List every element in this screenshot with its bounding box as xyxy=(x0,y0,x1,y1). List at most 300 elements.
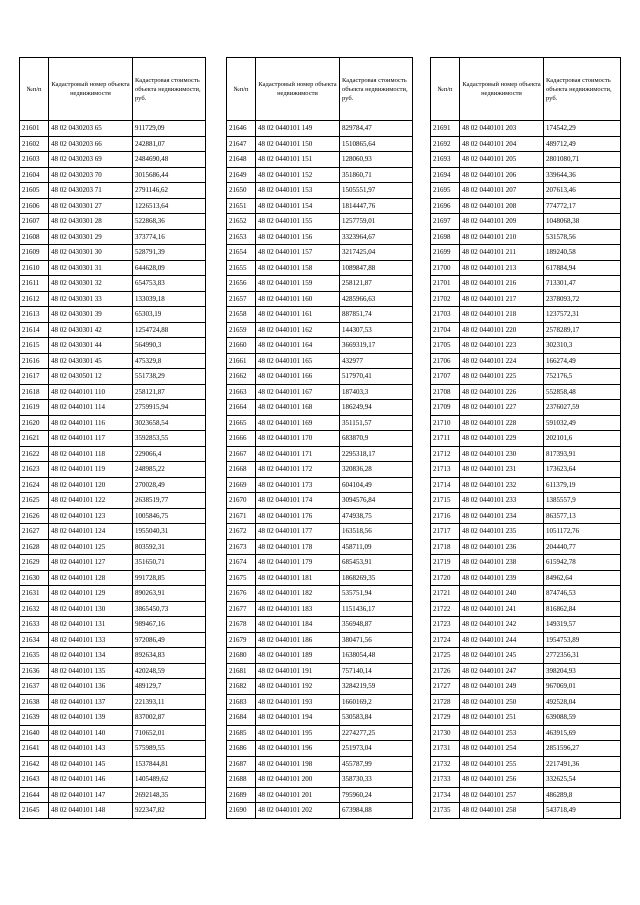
cadastral-value-cell: 398204,93 xyxy=(544,663,621,679)
table-row xyxy=(20,214,206,230)
table-row xyxy=(20,725,206,741)
table-row xyxy=(431,214,621,230)
header-cadastral-value: Кадастровая стоимость объекта недвижимости, руб. xyxy=(340,58,413,121)
table-row xyxy=(20,477,206,493)
row-number-cell: 21637 xyxy=(20,679,49,695)
cadastral-number-cell: 48 02 0440101 173 xyxy=(256,477,340,493)
row-number-cell: 21680 xyxy=(227,648,256,664)
cadastral-number-cell: 48 02 0440101 229 xyxy=(460,431,544,447)
cadastral-number-cell: 48 02 0440101 158 xyxy=(256,260,340,276)
cadastral-value-cell: 173623,64 xyxy=(544,462,621,478)
cadastral-value-cell: 1151436,17 xyxy=(340,601,413,617)
table-row xyxy=(20,493,206,509)
cadastral-value-cell: 204440,77 xyxy=(544,539,621,555)
cadastral-value-cell: 320836,28 xyxy=(340,462,413,478)
row-number-cell: 21611 xyxy=(20,276,49,292)
cadastral-value-cell: 911729,09 xyxy=(133,121,206,137)
cadastral-value-cell: 654753,83 xyxy=(133,276,206,292)
cadastral-number-cell: 48 02 0430301 30 xyxy=(49,245,133,261)
cadastral-value-cell: 332625,54 xyxy=(544,772,621,788)
row-number-cell: 21708 xyxy=(431,384,460,400)
cadastral-value-cell: 351650,71 xyxy=(133,555,206,571)
row-number-cell: 21688 xyxy=(227,772,256,788)
table-row xyxy=(20,353,206,369)
cadastral-number-cell: 48 02 0440101 154 xyxy=(256,198,340,214)
row-number-cell: 21654 xyxy=(227,245,256,261)
cadastral-value-cell: 3094576,84 xyxy=(340,493,413,509)
cadastral-number-cell: 48 02 0440101 123 xyxy=(49,508,133,524)
row-number-cell: 21683 xyxy=(227,694,256,710)
cadastral-value-cell: 887851,74 xyxy=(340,307,413,323)
cadastral-number-cell: 48 02 0440101 116 xyxy=(49,415,133,431)
cadastral-number-cell: 48 02 0430301 29 xyxy=(49,229,133,245)
table-row xyxy=(20,291,206,307)
cadastral-table-2 xyxy=(226,57,413,819)
cadastral-value-cell: 258121,87 xyxy=(133,384,206,400)
cadastral-number-cell: 48 02 0440101 181 xyxy=(256,570,340,586)
cadastral-number-cell: 48 02 0440101 129 xyxy=(49,586,133,602)
cadastral-value-cell: 531578,56 xyxy=(544,229,621,245)
cadastral-value-cell: 492528,04 xyxy=(544,694,621,710)
table-row xyxy=(431,462,621,478)
cadastral-number-cell: 48 02 0430203 71 xyxy=(49,183,133,199)
table-row xyxy=(20,446,206,462)
cadastral-value-cell: 2376027,59 xyxy=(544,400,621,416)
table-row xyxy=(20,601,206,617)
cadastral-value-cell: 3323964,67 xyxy=(340,229,413,245)
cadastral-number-cell: 48 02 0440101 170 xyxy=(256,431,340,447)
cadastral-number-cell: 48 02 0440101 200 xyxy=(256,772,340,788)
cadastral-value-cell: 351151,57 xyxy=(340,415,413,431)
row-number-cell: 21701 xyxy=(431,276,460,292)
cadastral-number-cell: 48 02 0440101 174 xyxy=(256,493,340,509)
row-number-cell: 21629 xyxy=(20,555,49,571)
cadastral-number-cell: 48 02 0440101 228 xyxy=(460,415,544,431)
cadastral-number-cell: 48 02 0440101 191 xyxy=(256,663,340,679)
cadastral-number-cell: 48 02 0440101 153 xyxy=(256,183,340,199)
cadastral-number-cell: 48 02 0440101 150 xyxy=(256,136,340,152)
cadastral-value-cell: 795960,24 xyxy=(340,787,413,803)
cadastral-value-cell: 187403,3 xyxy=(340,384,413,400)
cadastral-number-cell: 48 02 0440101 124 xyxy=(49,524,133,540)
table-row xyxy=(227,400,413,416)
cadastral-number-cell: 48 02 0430301 45 xyxy=(49,353,133,369)
cadastral-number-cell: 48 02 0440101 226 xyxy=(460,384,544,400)
table-row xyxy=(431,617,621,633)
table-row xyxy=(227,229,413,245)
cadastral-number-cell: 48 02 0440101 169 xyxy=(256,415,340,431)
header-cadastral-number: Кадастровый номер объекта недвижимости xyxy=(460,58,544,121)
table-row xyxy=(20,694,206,710)
table-row xyxy=(227,679,413,695)
cadastral-value-cell: 1955040,31 xyxy=(133,524,206,540)
table-row xyxy=(20,741,206,757)
cadastral-value-cell: 186249,94 xyxy=(340,400,413,416)
cadastral-number-cell: 48 02 0430203 65 xyxy=(49,121,133,137)
cadastral-number-cell: 48 02 0440101 120 xyxy=(49,477,133,493)
table-row xyxy=(431,555,621,571)
table-row xyxy=(431,477,621,493)
cadastral-value-cell: 837002,87 xyxy=(133,710,206,726)
row-number-cell: 21609 xyxy=(20,245,49,261)
cadastral-number-cell: 48 02 0440101 198 xyxy=(256,756,340,772)
table-row xyxy=(227,772,413,788)
cadastral-number-cell: 48 02 0440101 220 xyxy=(460,322,544,338)
row-number-cell: 21684 xyxy=(227,710,256,726)
table-row xyxy=(227,276,413,292)
row-number-cell: 21707 xyxy=(431,369,460,385)
cadastral-number-cell: 48 02 0440101 247 xyxy=(460,663,544,679)
row-number-cell: 21669 xyxy=(227,477,256,493)
table-row xyxy=(227,570,413,586)
row-number-cell: 21620 xyxy=(20,415,49,431)
row-number-cell: 21618 xyxy=(20,384,49,400)
row-number-cell: 21697 xyxy=(431,214,460,230)
cadastral-value-cell: 84962,64 xyxy=(544,570,621,586)
row-number-cell: 21711 xyxy=(431,431,460,447)
cadastral-value-cell: 248985,22 xyxy=(133,462,206,478)
cadastral-number-cell: 48 02 0440101 130 xyxy=(49,601,133,617)
cadastral-number-cell: 48 02 0440101 125 xyxy=(49,539,133,555)
row-number-cell: 21705 xyxy=(431,338,460,354)
cadastral-number-cell: 48 02 0440101 223 xyxy=(460,338,544,354)
row-number-cell: 21627 xyxy=(20,524,49,540)
table-row xyxy=(431,632,621,648)
cadastral-number-cell: 48 02 0440101 256 xyxy=(460,772,544,788)
table-row xyxy=(227,477,413,493)
cadastral-number-cell: 48 02 0440101 117 xyxy=(49,431,133,447)
table-row xyxy=(20,198,206,214)
table-row xyxy=(20,307,206,323)
table-row xyxy=(20,431,206,447)
row-number-cell: 21643 xyxy=(20,772,49,788)
table-row xyxy=(431,121,621,137)
row-number-cell: 21601 xyxy=(20,121,49,137)
cadastral-number-cell: 48 02 0440101 225 xyxy=(460,369,544,385)
row-number-cell: 21675 xyxy=(227,570,256,586)
table-row xyxy=(431,291,621,307)
cadastral-number-cell: 48 02 0440101 135 xyxy=(49,663,133,679)
table-row xyxy=(431,787,621,803)
table-row xyxy=(227,431,413,447)
cadastral-value-cell: 528791,39 xyxy=(133,245,206,261)
cadastral-value-cell: 890263,91 xyxy=(133,586,206,602)
table-row xyxy=(227,508,413,524)
cadastral-value-cell: 1048068,38 xyxy=(544,214,621,230)
cadastral-value-cell: 3023658,54 xyxy=(133,415,206,431)
table-header-row xyxy=(431,58,621,121)
row-number-cell: 21727 xyxy=(431,679,460,695)
row-number-cell: 21674 xyxy=(227,555,256,571)
cadastral-number-cell: 48 02 0440101 244 xyxy=(460,632,544,648)
row-number-cell: 21633 xyxy=(20,617,49,633)
cadastral-number-cell: 48 02 0440101 162 xyxy=(256,322,340,338)
row-number-cell: 21607 xyxy=(20,214,49,230)
cadastral-value-cell: 1254724,88 xyxy=(133,322,206,338)
table-row xyxy=(227,586,413,602)
table-row xyxy=(431,167,621,183)
cadastral-number-cell: 48 02 0440101 147 xyxy=(49,787,133,803)
table-row xyxy=(20,663,206,679)
cadastral-value-cell: 2638519,77 xyxy=(133,493,206,509)
cadastral-number-cell: 48 02 0440101 110 xyxy=(49,384,133,400)
cadastral-number-cell: 48 02 0440101 234 xyxy=(460,508,544,524)
cadastral-number-cell: 48 02 0440101 208 xyxy=(460,198,544,214)
cadastral-value-cell: 1660169,2 xyxy=(340,694,413,710)
cadastral-value-cell: 922347,82 xyxy=(133,803,206,819)
row-number-cell: 21698 xyxy=(431,229,460,245)
row-number-cell: 21630 xyxy=(20,570,49,586)
row-number-cell: 21646 xyxy=(227,121,256,137)
cadastral-number-cell: 48 02 0440101 151 xyxy=(256,152,340,168)
cadastral-value-cell: 1237572,31 xyxy=(544,307,621,323)
row-number-cell: 21731 xyxy=(431,741,460,757)
row-number-cell: 21678 xyxy=(227,617,256,633)
table-row xyxy=(227,198,413,214)
row-number-cell: 21625 xyxy=(20,493,49,509)
row-number-cell: 21695 xyxy=(431,183,460,199)
row-number-cell: 21700 xyxy=(431,260,460,276)
row-number-cell: 21602 xyxy=(20,136,49,152)
cadastral-number-cell: 48 02 0440101 114 xyxy=(49,400,133,416)
row-number-cell: 21685 xyxy=(227,725,256,741)
row-number-cell: 21687 xyxy=(227,756,256,772)
header-cadastral-value: Кадастровая стоимость объекта недвижимости, руб. xyxy=(544,58,621,121)
cadastral-number-cell: 48 02 0440101 148 xyxy=(49,803,133,819)
row-number-cell: 21649 xyxy=(227,167,256,183)
row-number-cell: 21726 xyxy=(431,663,460,679)
table-row xyxy=(20,338,206,354)
cadastral-number-cell: 48 02 0440101 232 xyxy=(460,477,544,493)
row-number-cell: 21614 xyxy=(20,322,49,338)
row-number-cell: 21615 xyxy=(20,338,49,354)
row-number-cell: 21735 xyxy=(431,803,460,819)
row-number-cell: 21706 xyxy=(431,353,460,369)
cadastral-value-cell: 564990,3 xyxy=(133,338,206,354)
cadastral-number-cell: 48 02 0440101 210 xyxy=(460,229,544,245)
table-row xyxy=(20,415,206,431)
table-body xyxy=(20,121,206,819)
cadastral-value-cell: 3284219,59 xyxy=(340,679,413,695)
table-row xyxy=(227,725,413,741)
cadastral-number-cell: 48 02 0440101 204 xyxy=(460,136,544,152)
row-number-cell: 21651 xyxy=(227,198,256,214)
cadastral-number-cell: 48 02 0430301 44 xyxy=(49,338,133,354)
cadastral-value-cell: 2217491,36 xyxy=(544,756,621,772)
cadastral-number-cell: 48 02 0440101 227 xyxy=(460,400,544,416)
table-row xyxy=(431,493,621,509)
table-row xyxy=(227,353,413,369)
cadastral-value-cell: 892634,83 xyxy=(133,648,206,664)
row-number-cell: 21621 xyxy=(20,431,49,447)
table-row xyxy=(20,167,206,183)
cadastral-number-cell: 48 02 0440101 230 xyxy=(460,446,544,462)
table-row xyxy=(227,322,413,338)
cadastral-value-cell: 535751,94 xyxy=(340,586,413,602)
row-number-cell: 21670 xyxy=(227,493,256,509)
cadastral-value-cell: 3865450,73 xyxy=(133,601,206,617)
row-number-cell: 21653 xyxy=(227,229,256,245)
cadastral-value-cell: 752176,5 xyxy=(544,369,621,385)
row-number-cell: 21650 xyxy=(227,183,256,199)
table-row xyxy=(227,524,413,540)
row-number-cell: 21641 xyxy=(20,741,49,757)
row-number-cell: 21671 xyxy=(227,508,256,524)
cadastral-value-cell: 4285966,63 xyxy=(340,291,413,307)
row-number-cell: 21619 xyxy=(20,400,49,416)
table-row xyxy=(20,772,206,788)
table-row xyxy=(227,167,413,183)
table-row xyxy=(227,136,413,152)
cadastral-number-cell: 48 02 0430501 12 xyxy=(49,369,133,385)
table-row xyxy=(431,524,621,540)
row-number-cell: 21676 xyxy=(227,586,256,602)
row-number-cell: 21638 xyxy=(20,694,49,710)
cadastral-number-cell: 48 02 0440101 155 xyxy=(256,214,340,230)
cadastral-number-cell: 48 02 0440101 189 xyxy=(256,648,340,664)
cadastral-number-cell: 48 02 0440101 239 xyxy=(460,570,544,586)
cadastral-number-cell: 48 02 0440101 152 xyxy=(256,167,340,183)
row-number-cell: 21640 xyxy=(20,725,49,741)
cadastral-value-cell: 221393,11 xyxy=(133,694,206,710)
cadastral-value-cell: 207613,46 xyxy=(544,183,621,199)
cadastral-value-cell: 1051172,76 xyxy=(544,524,621,540)
table-row xyxy=(227,183,413,199)
row-number-cell: 21664 xyxy=(227,400,256,416)
cadastral-value-cell: 1814447,76 xyxy=(340,198,413,214)
row-number-cell: 21632 xyxy=(20,601,49,617)
header-num: №п/п xyxy=(227,58,256,121)
cadastral-value-cell: 339644,36 xyxy=(544,167,621,183)
row-number-cell: 21681 xyxy=(227,663,256,679)
cadastral-number-cell: 48 02 0440101 136 xyxy=(49,679,133,695)
table-row xyxy=(431,663,621,679)
row-number-cell: 21665 xyxy=(227,415,256,431)
cadastral-number-cell: 48 02 0440101 159 xyxy=(256,276,340,292)
row-number-cell: 21606 xyxy=(20,198,49,214)
cadastral-value-cell: 1005846,75 xyxy=(133,508,206,524)
row-number-cell: 21666 xyxy=(227,431,256,447)
row-number-cell: 21628 xyxy=(20,539,49,555)
row-number-cell: 21604 xyxy=(20,167,49,183)
row-number-cell: 21725 xyxy=(431,648,460,664)
cadastral-value-cell: 673984,88 xyxy=(340,803,413,819)
cadastral-number-cell: 48 02 0440101 176 xyxy=(256,508,340,524)
cadastral-number-cell: 48 02 0430301 39 xyxy=(49,307,133,323)
cadastral-value-cell: 251973,04 xyxy=(340,741,413,757)
table-row xyxy=(227,710,413,726)
cadastral-number-cell: 48 02 0430203 70 xyxy=(49,167,133,183)
cadastral-value-cell: 432977 xyxy=(340,353,413,369)
cadastral-number-cell: 48 02 0440101 161 xyxy=(256,307,340,323)
cadastral-value-cell: 774772,17 xyxy=(544,198,621,214)
table-row xyxy=(20,679,206,695)
row-number-cell: 21720 xyxy=(431,570,460,586)
cadastral-value-cell: 989467,16 xyxy=(133,617,206,633)
row-number-cell: 21722 xyxy=(431,601,460,617)
cadastral-value-cell: 1089847,88 xyxy=(340,260,413,276)
table-row xyxy=(431,648,621,664)
row-number-cell: 21723 xyxy=(431,617,460,633)
table-row xyxy=(431,431,621,447)
row-number-cell: 21623 xyxy=(20,462,49,478)
table-row xyxy=(227,741,413,757)
table-row xyxy=(431,369,621,385)
row-number-cell: 21677 xyxy=(227,601,256,617)
cadastral-number-cell: 48 02 0440101 128 xyxy=(49,570,133,586)
cadastral-number-cell: 48 02 0440101 192 xyxy=(256,679,340,695)
cadastral-value-cell: 591032,49 xyxy=(544,415,621,431)
cadastral-number-cell: 48 02 0440101 157 xyxy=(256,245,340,261)
row-number-cell: 21635 xyxy=(20,648,49,664)
row-number-cell: 21636 xyxy=(20,663,49,679)
cadastral-number-cell: 48 02 0440101 149 xyxy=(256,121,340,137)
row-number-cell: 21734 xyxy=(431,787,460,803)
table-row xyxy=(20,183,206,199)
cadastral-value-cell: 1954753,89 xyxy=(544,632,621,648)
cadastral-value-cell: 258121,87 xyxy=(340,276,413,292)
cadastral-value-cell: 2378093,72 xyxy=(544,291,621,307)
table-row xyxy=(20,539,206,555)
row-number-cell: 21679 xyxy=(227,632,256,648)
table-row xyxy=(227,694,413,710)
cadastral-number-cell: 48 02 0440101 249 xyxy=(460,679,544,695)
row-number-cell: 21704 xyxy=(431,322,460,338)
cadastral-number-cell: 48 02 0430301 28 xyxy=(49,214,133,230)
table-row xyxy=(20,322,206,338)
cadastral-value-cell: 683870,9 xyxy=(340,431,413,447)
cadastral-value-cell: 270028,49 xyxy=(133,477,206,493)
cadastral-number-cell: 48 02 0440101 127 xyxy=(49,555,133,571)
table-row xyxy=(227,803,413,819)
table-row xyxy=(431,586,621,602)
row-number-cell: 21710 xyxy=(431,415,460,431)
cadastral-number-cell: 48 02 0440101 146 xyxy=(49,772,133,788)
cadastral-number-cell: 48 02 0440101 195 xyxy=(256,725,340,741)
cadastral-value-cell: 2772356,31 xyxy=(544,648,621,664)
cadastral-value-cell: 302310,3 xyxy=(544,338,621,354)
cadastral-value-cell: 474938,75 xyxy=(340,508,413,524)
cadastral-value-cell: 163518,56 xyxy=(340,524,413,540)
row-number-cell: 21717 xyxy=(431,524,460,540)
table-row xyxy=(227,632,413,648)
cadastral-value-cell: 489129,7 xyxy=(133,679,206,695)
row-number-cell: 21631 xyxy=(20,586,49,602)
row-number-cell: 21709 xyxy=(431,400,460,416)
row-number-cell: 21617 xyxy=(20,369,49,385)
table-row xyxy=(227,663,413,679)
cadastral-table-3 xyxy=(430,57,621,819)
cadastral-number-cell: 48 02 0430301 27 xyxy=(49,198,133,214)
cadastral-value-cell: 486289,8 xyxy=(544,787,621,803)
table-row xyxy=(431,570,621,586)
table-row xyxy=(227,121,413,137)
cadastral-value-cell: 1868269,35 xyxy=(340,570,413,586)
cadastral-number-cell: 48 02 0440101 183 xyxy=(256,601,340,617)
cadastral-number-cell: 48 02 0440101 131 xyxy=(49,617,133,633)
row-number-cell: 21642 xyxy=(20,756,49,772)
cadastral-number-cell: 48 02 0440101 231 xyxy=(460,462,544,478)
cadastral-value-cell: 2851596,27 xyxy=(544,741,621,757)
table-row xyxy=(227,555,413,571)
cadastral-number-cell: 48 02 0440101 236 xyxy=(460,539,544,555)
table-row xyxy=(227,539,413,555)
cadastral-number-cell: 48 02 0440101 241 xyxy=(460,601,544,617)
cadastral-number-cell: 48 02 0440101 145 xyxy=(49,756,133,772)
row-number-cell: 21728 xyxy=(431,694,460,710)
table-row xyxy=(227,787,413,803)
table-row xyxy=(20,400,206,416)
